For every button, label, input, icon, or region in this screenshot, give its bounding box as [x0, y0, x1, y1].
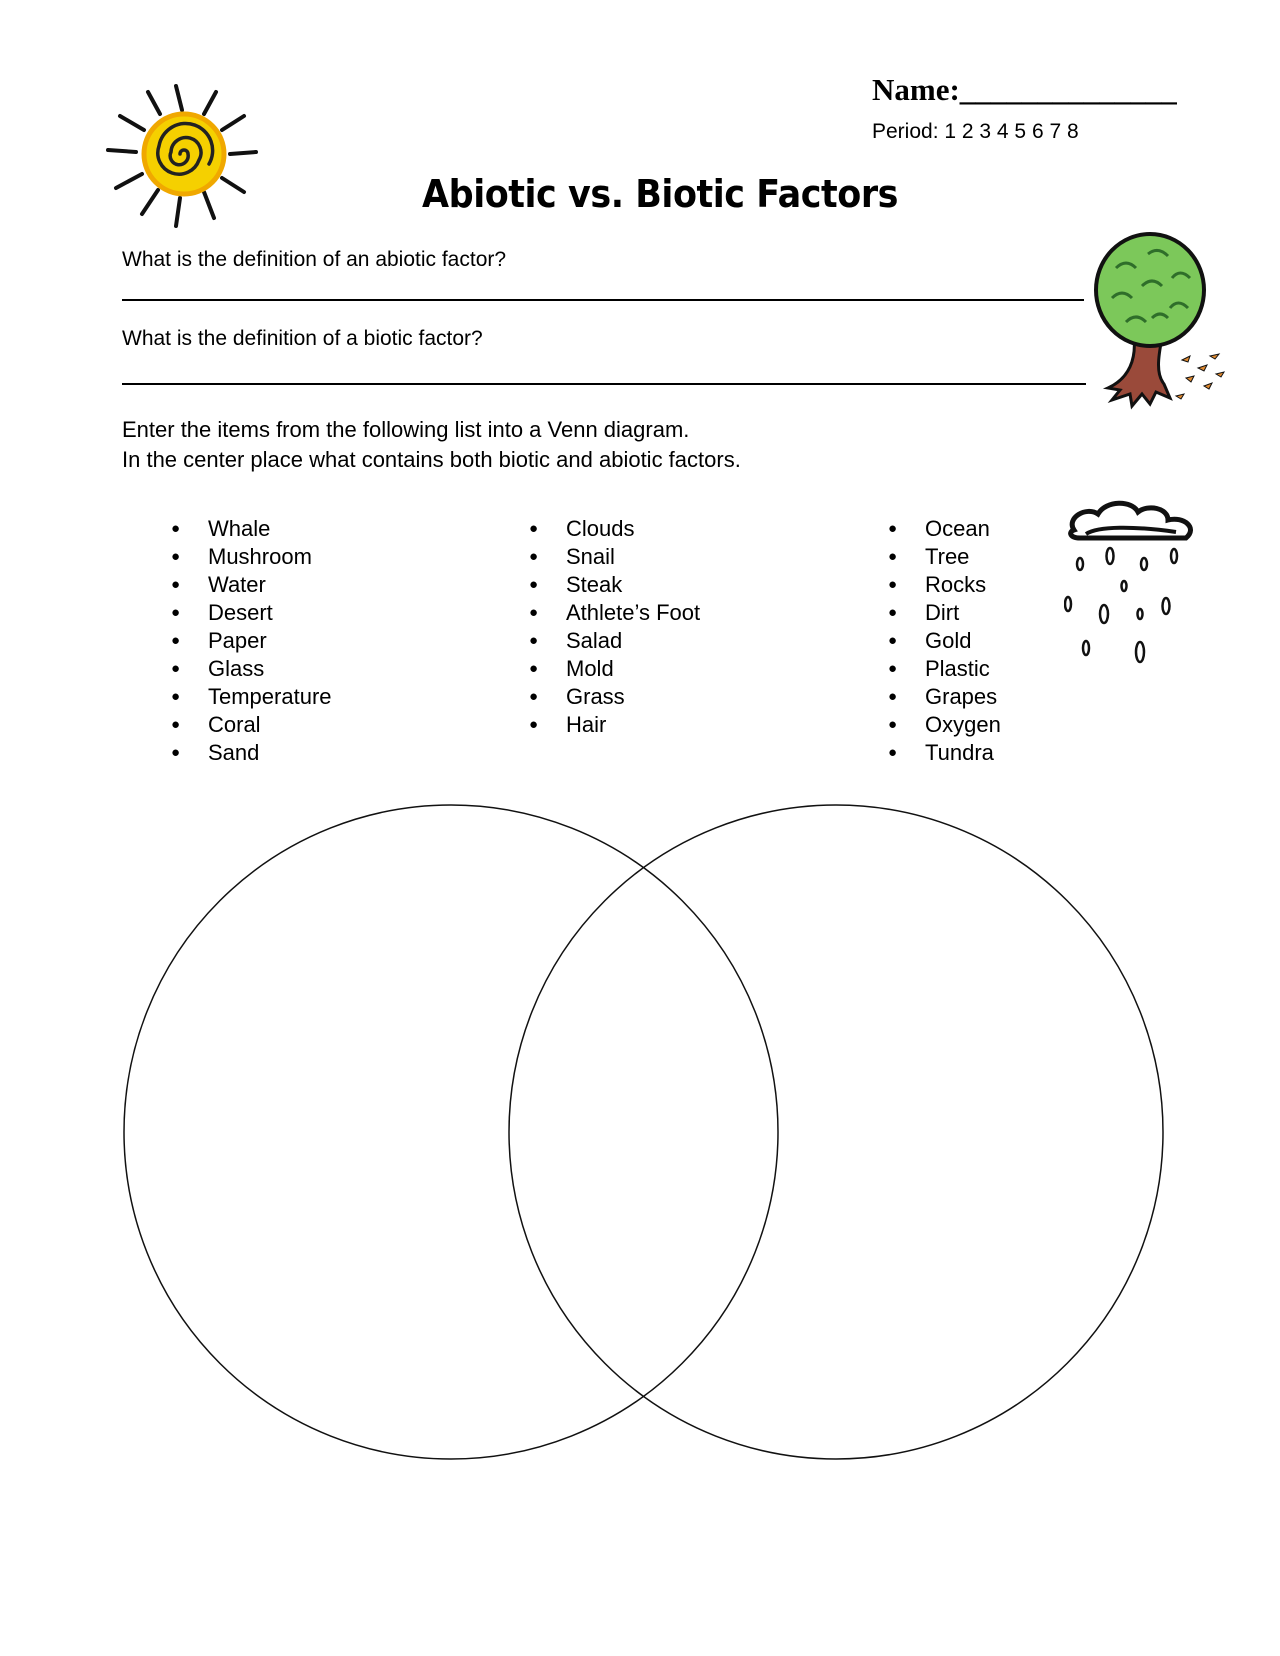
list-item: ● Temperature — [171, 683, 332, 711]
list-item: ● Oxygen — [888, 711, 1001, 739]
period-selector: Period: 1 2 3 4 5 6 7 8 — [872, 120, 1079, 143]
list-item: ● Desert — [171, 599, 332, 627]
item-list-2 — [529, 515, 700, 739]
list-item: ● Gold — [888, 627, 1001, 655]
list-item: ● Dirt — [888, 599, 1001, 627]
list-item: ● Snail — [529, 543, 700, 571]
instruction-line-2: In the center place what contains both biotic and abiotic factors. — [122, 447, 741, 472]
list-item: ● Tree — [888, 543, 1001, 571]
list-item: ● Steak — [529, 571, 700, 599]
item-list-3 — [888, 515, 1001, 767]
list-item: ● Hair — [529, 711, 700, 739]
list-item: ● Rocks — [888, 571, 1001, 599]
list-item: ● Paper — [171, 627, 332, 655]
instruction-line-1: Enter the items from the following list into a Venn diagram. — [122, 417, 690, 442]
answer-line-biotic — [122, 383, 1086, 385]
list-item: ● Whale — [171, 515, 332, 543]
list-item: ● Coral — [171, 711, 332, 739]
list-item: ● Salad — [529, 627, 700, 655]
list-item: ● Grass — [529, 683, 700, 711]
list-item: ● Sand — [171, 739, 332, 767]
list-item: ● Plastic — [888, 655, 1001, 683]
list-item: ● Glass — [171, 655, 332, 683]
answer-line-abiotic — [122, 299, 1084, 301]
list-item: ● Mold — [529, 655, 700, 683]
rain-cloud-icon — [1064, 500, 1204, 670]
list-item: ● Water — [171, 571, 332, 599]
venn-circle-left — [124, 805, 778, 1459]
tree-icon — [1086, 228, 1226, 418]
list-item: ● Mushroom — [171, 543, 332, 571]
list-item: ● Grapes — [888, 683, 1001, 711]
question-biotic: What is the definition of a biotic factor? — [122, 327, 483, 350]
list-item: ● Athlete’s Foot — [529, 599, 700, 627]
list-item: ● Ocean — [888, 515, 1001, 543]
list-item: ● Clouds — [529, 515, 700, 543]
page-title: Abiotic vs. Biotic Factors — [422, 172, 898, 216]
question-abiotic: What is the definition of an abiotic factor? — [122, 248, 507, 271]
item-list-1 — [171, 515, 332, 767]
name-field: Name:______________ — [872, 72, 1177, 107]
list-item: ● Tundra — [888, 739, 1001, 767]
venn-circle-right — [509, 805, 1163, 1459]
